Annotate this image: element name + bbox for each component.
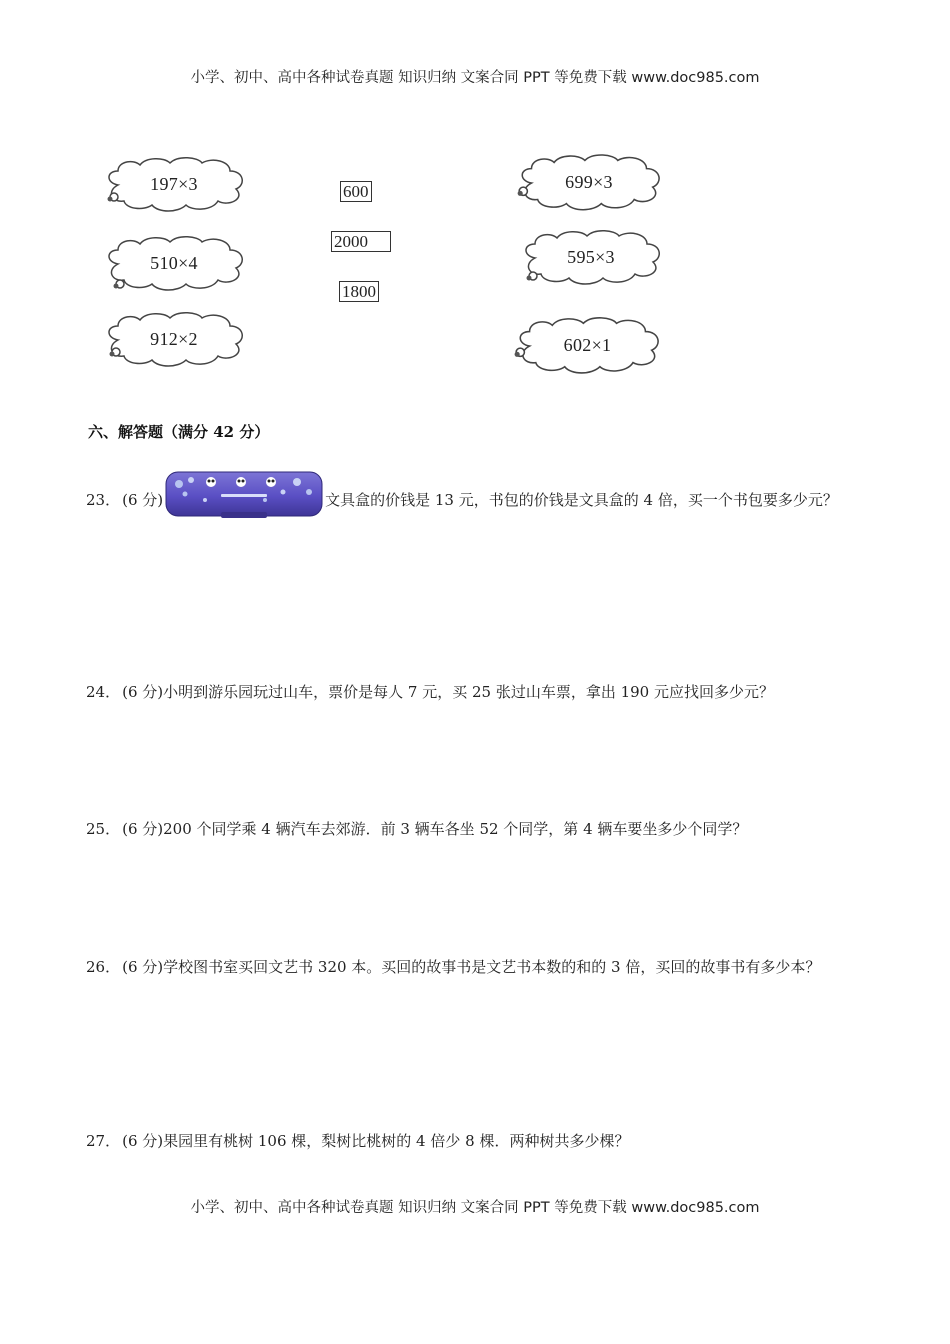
- question-27: [86, 1123, 870, 1159]
- question-text: 文具盒的价钱是 13 元，书包的价钱是文具盒的 4 倍，买一个书包要多少元？: [325, 491, 838, 509]
- question-text: 学校图书室买回文艺书 320 本。买回的故事书是文艺书本数的和的 3 倍，买回的故事书有多少本？: [163, 958, 821, 976]
- cloud-expression: 510×4: [150, 252, 198, 273]
- question-25: [86, 811, 870, 847]
- cloud-left-2: [100, 234, 248, 292]
- question-26: [86, 949, 870, 985]
- cloud-expression: 699×3: [565, 171, 613, 192]
- question-text: 200 个同学乘 4 辆汽车去郊游．前 3 辆车各坐 52 个同学，第 4 辆车要坐多少个同学？: [163, 820, 748, 838]
- cloud-left-1: [100, 155, 248, 213]
- question-number: 26．: [86, 958, 121, 976]
- question-text: 小明到游乐园玩过山车，票价是每人 7 元，买 25 张过山车票，拿出 190 元应找回多少元？: [163, 683, 774, 701]
- question-24: [86, 674, 870, 710]
- cloud-right-3: [510, 315, 665, 375]
- answer-box-3: 1800: [339, 281, 379, 302]
- question-score: (6 分): [122, 820, 164, 838]
- question-text: 果园里有桃树 106 棵，梨树比桃树的 4 倍少 8 棵．两种树共多少棵？: [163, 1132, 630, 1150]
- question-score: (6 分): [122, 491, 164, 509]
- question-score: (6 分): [122, 958, 164, 976]
- answer-box-2: 2000: [331, 231, 391, 252]
- cloud-expression: 602×1: [563, 334, 612, 355]
- section-title: 六、解答题（满分 42 分）: [88, 423, 270, 441]
- question-score: (6 分): [122, 683, 164, 701]
- pencil-case-icon: [165, 470, 323, 520]
- question-number: 27．: [86, 1132, 121, 1150]
- answer-box-1: 600: [340, 181, 372, 202]
- question-number: 25．: [86, 820, 121, 838]
- cloud-right-1: [513, 152, 665, 212]
- cloud-expression: 912×2: [150, 328, 198, 349]
- question-number: 24．: [86, 683, 121, 701]
- cloud-right-2: [517, 227, 665, 287]
- pencil-case-image: [165, 470, 323, 520]
- question-23: [86, 476, 870, 526]
- page-header: 小学、初中、高中各种试卷真题 知识归纳 文案合同 PPT 等免费下载 www.doc985.com: [190, 70, 760, 86]
- cloud-expression: 595×3: [567, 246, 615, 267]
- question-score: (6 分): [122, 1132, 164, 1150]
- cloud-expression: 197×3: [150, 173, 198, 194]
- page-footer: 小学、初中、高中各种试卷真题 知识归纳 文案合同 PPT 等免费下载 www.doc985.com: [190, 1200, 760, 1216]
- question-number: 23．: [86, 491, 121, 509]
- cloud-left-3: [100, 310, 248, 368]
